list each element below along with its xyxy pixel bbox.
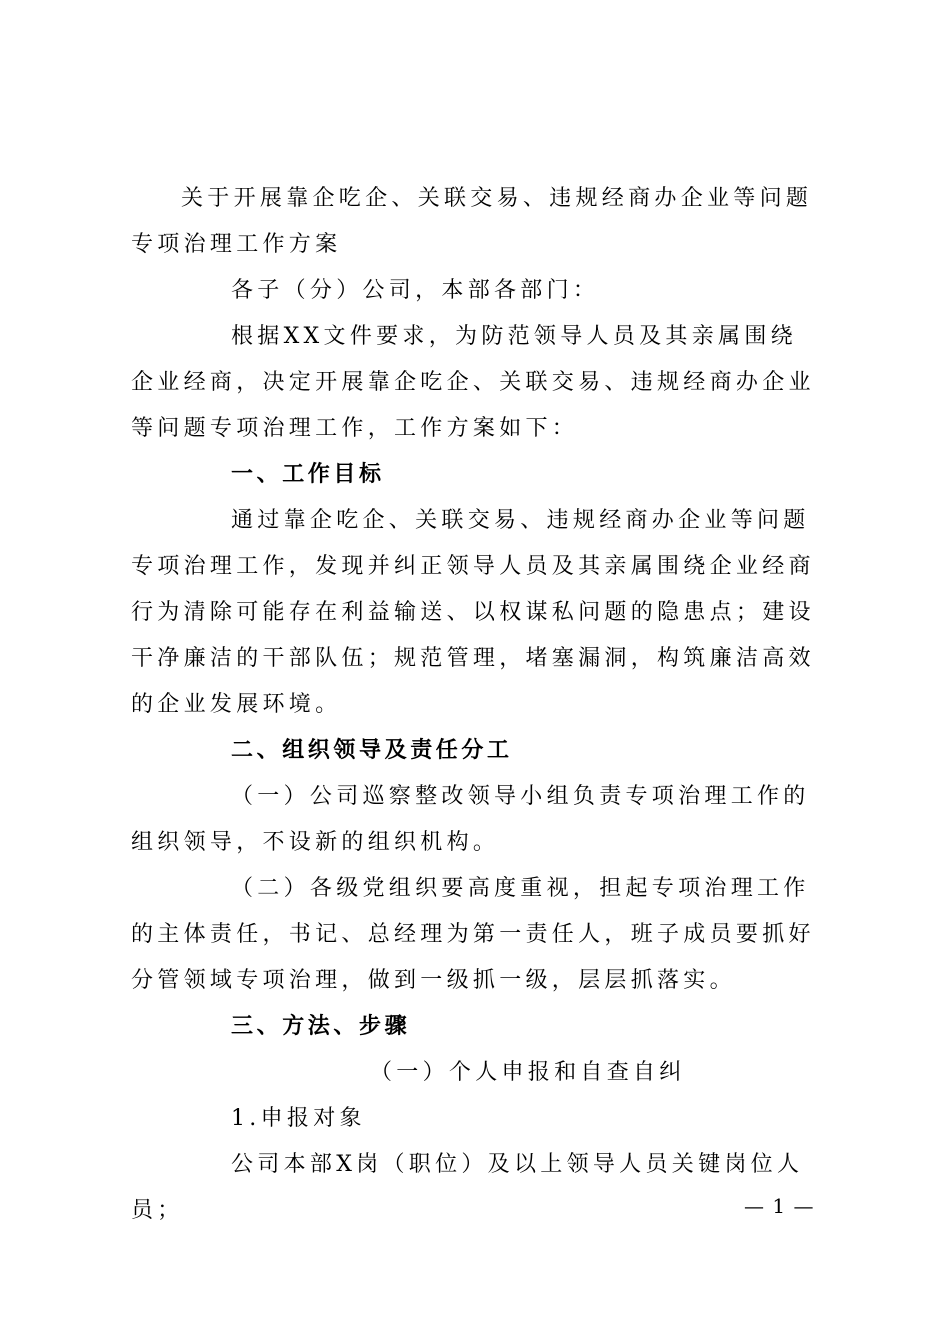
document-title: 关于开展靠企吃企、关联交易、违规经商办企业等问题专项治理工作方案 [131,186,813,257]
section2-heading: 二、组织领导及责任分工 [231,738,513,763]
section3-point1-body: 公司本部X岗（职位）及以上领导人员关键岗位人员； [131,1152,804,1223]
section3-point1: 1.申报对象 [231,1106,366,1131]
page-number: — 1 — [744,1194,815,1218]
salutation: 各子（分）公司，本部各部门： [231,278,600,303]
intro-paragraph: 根据XX文件要求，为防范领导人员及其亲属围绕企业经商，决定开展靠企吃企、关联交易、违规经商办企业等问题专项治理工作，工作方案如下： [131,324,815,441]
section1-heading: 一、工作目标 [231,462,385,487]
section2-item1: （一）公司巡察整改领导小组负责专项治理工作的组织领导，不设新的组织机构。 [131,784,810,855]
section3-heading: 三、方法、步骤 [231,1014,411,1039]
section3-subheading: （一）个人申报和自查自纠 [370,1060,686,1085]
section2-item2: （二）各级党组织要高度重视，担起专项治理工作的主体责任，书记、总经理为第一责任人，班子成员要抓好分管领域专项治理，做到一级抓一级，层层抓落实。 [131,876,815,993]
section1-body: 通过靠企吃企、关联交易、违规经商办企业等问题专项治理工作，发现并纠正领导人员及其亲属围绕企业经商行为清除可能存在利益输送、以权谋私问题的隐患点；建设干净廉洁的干部队伍；规范管理，堵塞漏洞，构筑廉洁高效的企业发展环境。 [131,508,815,717]
